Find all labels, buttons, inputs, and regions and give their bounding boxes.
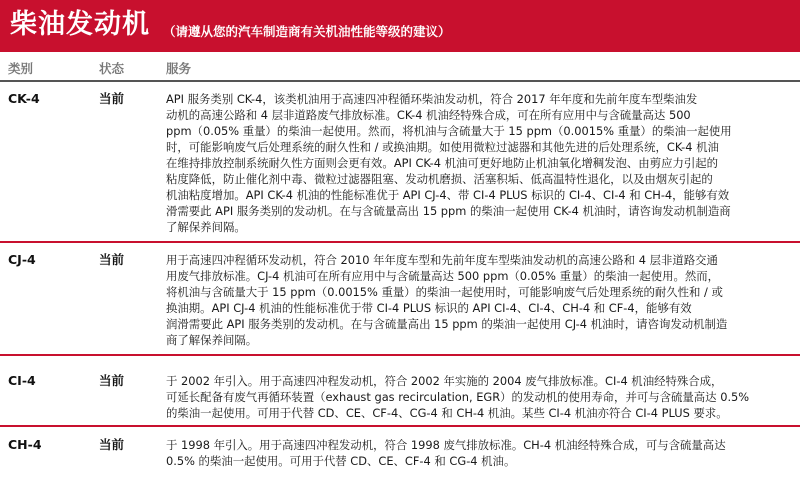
row-ch4-category: CH-4 xyxy=(8,437,42,452)
service-line: 的柴油一起使用。可用于代替 CD、CE、CF-4、CG-4 和 CH-4 机油。某些 CI-4 机油亦符合 CI-4 PLUS 要求。 xyxy=(166,406,728,420)
service-line: API 服务类别 CK-4，该类机油用于高速四冲程循环柴油发动机，符合 2017 年年度和先前年度车型柴油发 xyxy=(166,92,698,106)
row-ci4-service xyxy=(166,373,788,421)
service-line: 将机油与含硫量大于 15 ppm（0.0015% 重量）的柴油一起使用时，可能影响废气后处理系统的耐久性和 / 或 xyxy=(166,285,723,299)
service-line: ppm（0.05% 重量）的柴油一起使用。然而，将机油与含硫量大于 15 ppm（0.0015% 重量）的柴油一起使用 xyxy=(166,124,732,138)
service-line: 了解保养间隔。 xyxy=(166,220,246,234)
row-ci4-category: CI-4 xyxy=(8,373,36,388)
row-divider xyxy=(0,425,800,427)
row-cj4-status: 当前 xyxy=(99,252,125,267)
column-header-service: 服务 xyxy=(166,61,192,76)
service-line: 换油期。API CJ-4 机油的性能标准优于带 CI-4 PLUS 标识的 API CI-4、CI-4、CH-4 和 CF-4，能够有效 xyxy=(166,301,692,315)
row-ck4-service xyxy=(166,91,788,235)
service-line: 可延长配备有废气再循环装置（exhaust gas recirculation, EGR）的发动机的使用寿命，并可与含硫量高达 0.5% xyxy=(166,390,750,404)
service-line: 用废气排放标准。CJ-4 机油可在所有应用中与含硫量高达 500 ppm（0.05% 重量）的柴油一起使用。然而， xyxy=(166,269,720,283)
service-line: 滑需要此 API 服务类别的发动机。在与含硫量高出 15 ppm 的柴油一起使用 CK-4 机油时，请咨询发动机制造商 xyxy=(166,204,731,218)
column-header-category: 类别 xyxy=(8,61,34,76)
page-header xyxy=(0,0,800,52)
row-divider xyxy=(0,354,800,356)
row-ck4-category: CK-4 xyxy=(8,91,40,106)
header-divider xyxy=(0,80,800,82)
page-title: 柴油发动机 xyxy=(10,9,150,40)
service-line: 于 2002 年引入。用于高速四冲程发动机，符合 2002 年实施的 2004 废气排放标准。CI-4 机油经特殊合成， xyxy=(166,374,723,388)
page-subtitle: （请遵从您的汽车制造商有关机油性能等级的建议） xyxy=(163,24,451,39)
row-ck4-status: 当前 xyxy=(99,91,125,106)
service-line: 商了解保养间隔。 xyxy=(166,333,258,347)
column-header-status: 状态 xyxy=(99,61,125,76)
service-line: 在维持排放控制系统耐久性方面则会更有效。API CK-4 机油可更好地防止机油氧化增稠发泡、由剪应力引起的 xyxy=(166,156,719,170)
service-line: 用于高速四冲程循环发动机，符合 2010 年年度车型和先前年度车型柴油发动机的高速公路和 4 层非道路交通 xyxy=(166,253,718,267)
service-line: 润滑需要此 API 服务类别的发动机。在与含硫量高出 15 ppm 的柴油一起使用 CJ-4 机油时，请咨询发动机制造 xyxy=(166,317,728,331)
service-line: 动机的高速公路和 4 层非道路废气排放标准。CK-4 机油经特殊合成，可在所有应用中与含硫量高达 500 xyxy=(166,108,691,122)
row-divider xyxy=(0,241,800,243)
row-ci4-status: 当前 xyxy=(99,373,125,388)
service-line: 0.5% 的柴油一起使用。可用于代替 CD、CE、CF-4 和 CG-4 机油。 xyxy=(166,454,516,468)
row-ch4-service xyxy=(166,437,788,469)
service-line: 时，可能影响废气后处理系统的耐久性和 / 或换油期。如使用微粒过滤器和其他先进的后处理系统，CK-4 机油 xyxy=(166,140,719,154)
service-line: 机油粘度增加。API CK-4 机油的性能标准优于 API CJ-4、带 CI-4 PLUS 标识的 CI-4、CI-4 和 CH-4，能够有效 xyxy=(166,188,730,202)
service-line: 粘度降低，防止催化剂中毒、微粒过滤器阻塞、发动机磨损、活塞积垢、低高温特性退化，以及由烟灰引起的 xyxy=(166,172,713,186)
row-cj4-service xyxy=(166,252,788,348)
row-cj4-category: CJ-4 xyxy=(8,252,36,267)
service-line: 于 1998 年引入。用于高速四冲程发动机，符合 1998 废气排放标准。CH-4 机油经特殊合成，可与含硫量高达 xyxy=(166,438,726,452)
row-ch4-status: 当前 xyxy=(99,437,125,452)
